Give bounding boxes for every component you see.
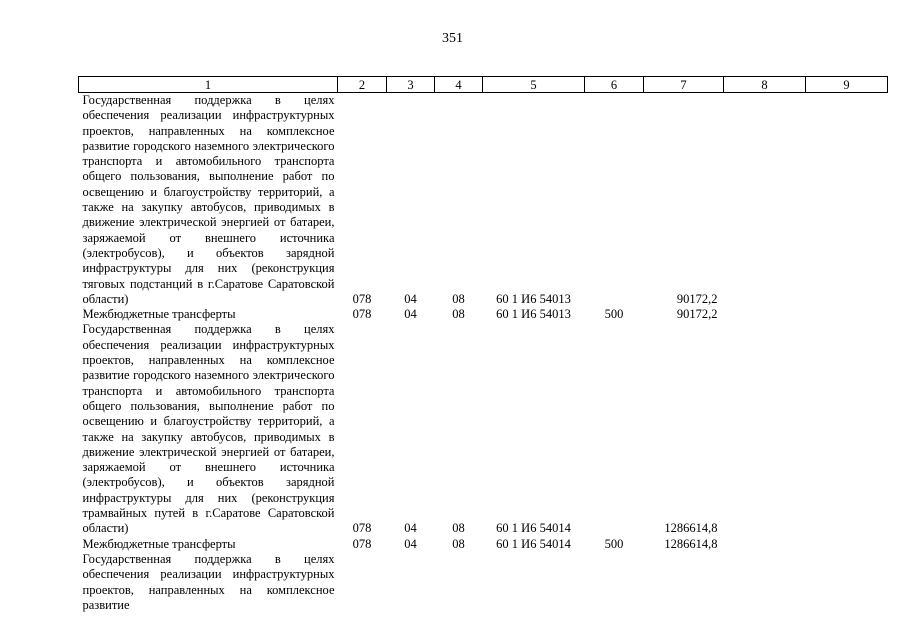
row-ministry-code: 078 [352,307,372,322]
row-target-article: 60 1 И6 54013 [496,291,571,306]
column-header: 5 [483,77,585,93]
row-expense-type [585,322,644,536]
row-col8 [724,322,806,536]
row-amount: 1286614,8 [664,536,718,551]
row-col8 [724,552,806,613]
row-col8 [724,537,806,552]
row-ministry-code: 078 [352,291,372,306]
row-name: Государственная поддержка в целях обеспечения реализации инфраструктурных проектов, направленных на комплексное развитие [82,551,335,612]
table-row [79,93,888,308]
row-col9 [806,307,888,322]
row-col9 [806,93,888,308]
column-header: 3 [387,77,435,93]
row-subsection-code: 08 [452,307,465,322]
row-amount: 1286614,8 [664,521,718,536]
column-header: 4 [435,77,483,93]
column-header: 8 [724,77,806,93]
column-header: 2 [338,77,387,93]
row-amount: 90172,2 [676,291,718,306]
row-ministry-code [338,552,387,613]
table-row [79,552,888,613]
row-subsection-code: 08 [452,521,465,536]
row-subsection-code [435,552,483,613]
row-subsection-code: 08 [452,536,465,551]
budget-table [78,76,888,613]
table-row [79,307,888,322]
row-section-code: 04 [404,536,417,551]
row-target-article: 60 1 И6 54014 [496,536,571,551]
row-amount [644,552,724,613]
table-row [79,322,888,536]
column-header: 6 [585,77,644,93]
row-expense-type: 500 [604,536,624,551]
column-header: 7 [644,77,724,93]
row-col8 [724,307,806,322]
row-amount: 90172,2 [676,307,718,322]
page-number: 351 [442,31,463,46]
column-header: 9 [806,77,888,93]
column-header: 1 [79,77,338,93]
table-row [79,537,888,552]
row-name: Межбюджетные трансферты [82,536,236,551]
row-col8 [724,93,806,308]
row-col9 [806,537,888,552]
row-ministry-code: 078 [352,521,372,536]
row-name: Государственная поддержка в целях обеспечения реализации инфраструктурных проектов, направленных на комплексное развитие городского наземного электрического транспорта и автомобильного транспорта общего пользования, выполнение работ по освещению и благоустройству территорий, а также на закупку автобусов, приводимых в движение электрической энергией от батареи, заряжаемой от внешнего источника (электробусов), и объектов зарядной инфраструктуры для них (реконструкция трамвайных путей в г.Саратове Саратовской области) [82,322,335,536]
row-col9 [806,552,888,613]
row-name: Межбюджетные трансферты [82,307,236,322]
row-target-article: 60 1 И6 54014 [496,521,571,536]
row-subsection-code: 08 [452,291,465,306]
row-expense-type [585,93,644,308]
row-ministry-code: 078 [352,536,372,551]
row-section-code: 04 [404,291,417,306]
row-name: Государственная поддержка в целях обеспечения реализации инфраструктурных проектов, направленных на комплексное развитие городского наземного электрического транспорта и автомобильного транспорта общего пользования, выполнение работ по освещению и благоустройству территорий, а также на закупку автобусов, приводимых в движение электрической энергией от батареи, заряжаемой от внешнего источника (электробусов), и объектов зарядной инфраструктуры для них (реконструкция тяговых подстанций в г.Саратове Саратовской области) [82,93,335,306]
table-header-row [79,77,888,93]
row-col9 [806,322,888,536]
row-target-article: 60 1 И6 54013 [496,307,571,322]
row-section-code [387,552,435,613]
row-section-code: 04 [404,521,417,536]
row-expense-type [585,552,644,613]
row-section-code: 04 [404,307,417,322]
row-target-article [483,552,585,613]
row-expense-type: 500 [604,307,624,322]
